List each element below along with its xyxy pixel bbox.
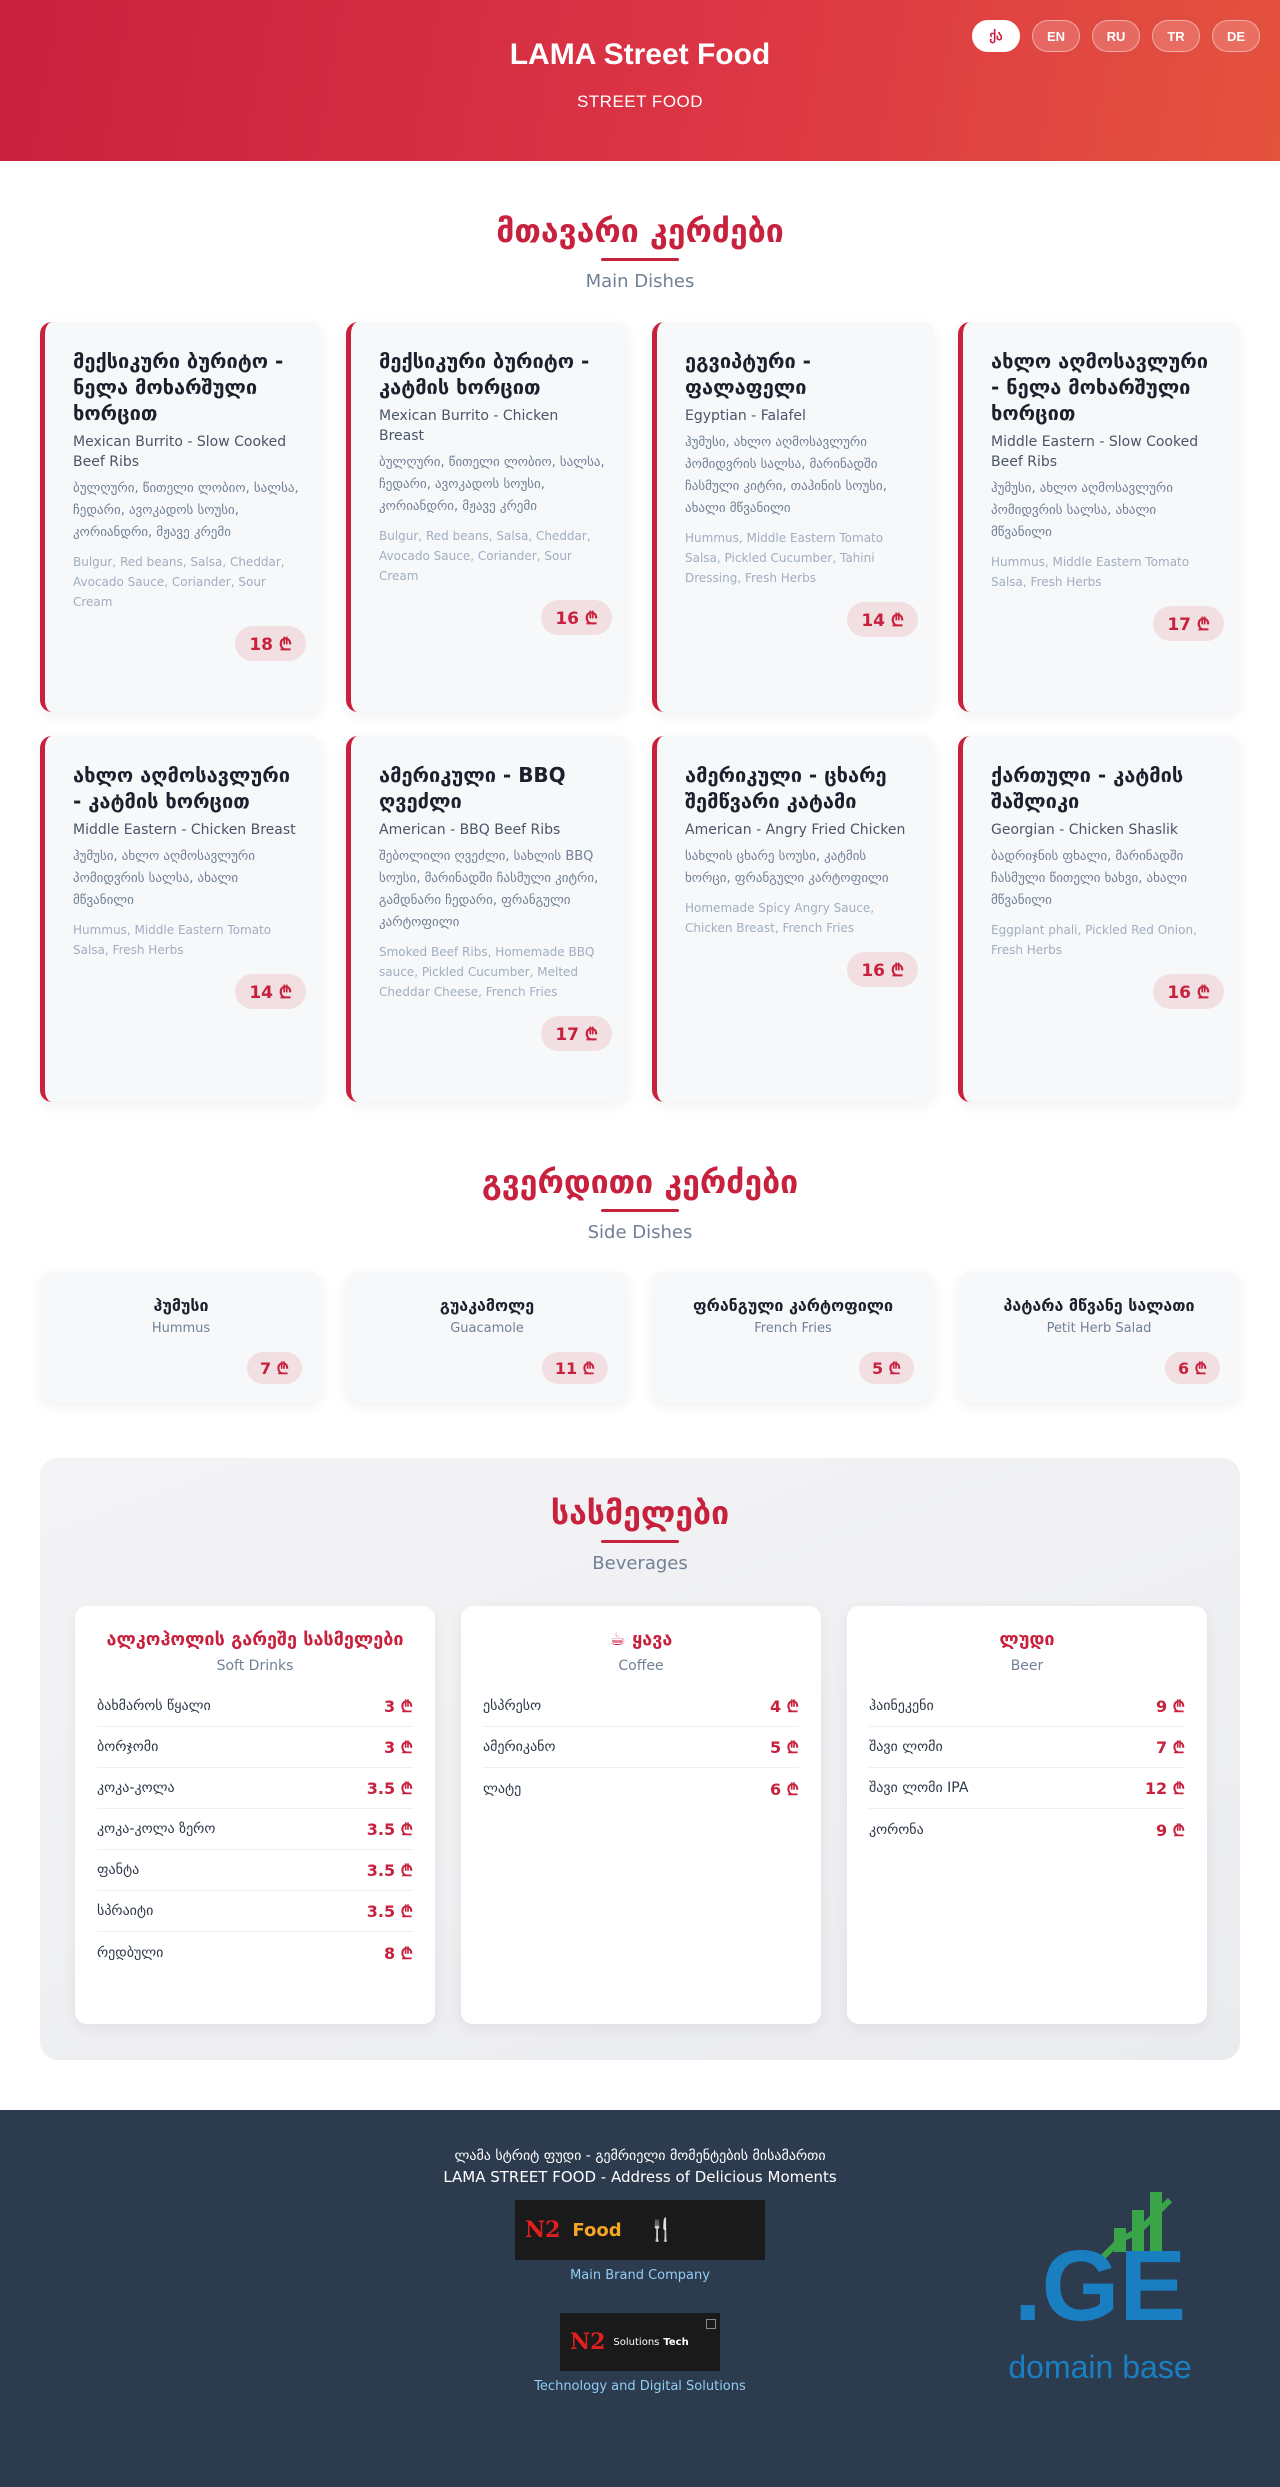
- dish-name-en: Mexican Burrito - Slow Cooked Beef Ribs: [73, 434, 287, 470]
- dish-card[interactable]: [652, 322, 934, 712]
- beverage-card-soft-drinks: [75, 1606, 435, 2024]
- dish-card[interactable]: [346, 736, 628, 1102]
- dish-card[interactable]: [40, 322, 322, 712]
- beverage-card-beer: [847, 1606, 1207, 2024]
- dish-ingredients-en: Hummus, Middle Eastern Tomato Salsa, Fresh Herbs: [991, 555, 1190, 589]
- side-dishes-row: [40, 1272, 1240, 1402]
- side-name-en: French Fries: [754, 1321, 832, 1336]
- dish-price: 16 ₾: [541, 600, 612, 635]
- dish-card[interactable]: [958, 736, 1240, 1102]
- side-name-en: Hummus: [151, 1321, 211, 1336]
- beverage-item[interactable]: [97, 1768, 413, 1809]
- side-dish-card[interactable]: [40, 1272, 322, 1402]
- dish-ingredients-en: Homemade Spicy Angry Sauce, Chicken Breast, French Fries: [685, 901, 875, 935]
- lang-button-de[interactable]: DE: [1212, 20, 1260, 52]
- dish-card[interactable]: [346, 322, 628, 712]
- side-name-ka: პატარა მწვანე სალათი: [1003, 1296, 1195, 1315]
- main-dishes-row-2: [40, 736, 1240, 1102]
- dish-ingredients-en: Hummus, Middle Eastern Tomato Salsa, Pickled Cucumber, Tahini Dressing, Fresh Herbs: [685, 531, 884, 585]
- ge-domain-logo[interactable]: [1000, 2190, 1200, 2390]
- lang-button-ru[interactable]: RU: [1092, 20, 1140, 52]
- beverage-item[interactable]: [869, 1727, 1185, 1768]
- tech-logo[interactable]: [560, 2313, 720, 2371]
- category-title: [869, 1628, 1185, 1652]
- ge-logo-mark: .GE: [1013, 2230, 1187, 2340]
- dish-price: 17 ₾: [1153, 606, 1224, 641]
- category-name-en: Soft Drinks: [216, 1658, 294, 1674]
- dish-ingredients-en: Bulgur, Red beans, Salsa, Cheddar, Avocado Sauce, Coriander, Sour Cream: [379, 529, 591, 583]
- title-underline: [601, 1209, 679, 1212]
- dish-name-ka: ახლო აღმოსავლური - კატმის ხორცით: [73, 763, 290, 813]
- dish-ingredients-en: Eggplant phali, Pickled Red Onion, Fresh Herbs: [991, 923, 1197, 957]
- beverage-name: კოკა-კოლა: [97, 1780, 175, 1796]
- dish-ingredients-ka: სახლის ცხარე სოუსი, კატმის ხორცი, ფრანგული კარტოფილი: [685, 849, 889, 886]
- dish-price: 14 ₾: [235, 974, 306, 1009]
- dish-name-ka: ამერიკული - BBQ ღვეძლი: [379, 763, 566, 813]
- beverage-item[interactable]: [869, 1768, 1185, 1809]
- category-name-ka: ყავა: [632, 1629, 673, 1650]
- beverage-name: კოკა-კოლა ზერო: [97, 1821, 216, 1837]
- dish-card[interactable]: [652, 736, 934, 1102]
- beverage-price: 9 ₾: [1155, 1820, 1185, 1840]
- category-name-en: Coffee: [618, 1658, 664, 1674]
- beverage-name: ჰაინეკენი: [869, 1698, 934, 1714]
- language-switcher: [972, 20, 1260, 52]
- beverages-section: [40, 1458, 1240, 2060]
- beverage-item[interactable]: [869, 1809, 1185, 1850]
- beverage-item[interactable]: [97, 1891, 413, 1932]
- footer-tagline-en: LAMA STREET FOOD - Address of Delicious Moments: [443, 2168, 837, 2186]
- square-icon: [706, 2319, 716, 2329]
- tech-logo-text-2: Tech: [663, 2336, 689, 2348]
- beverage-card-coffee: [461, 1606, 821, 2024]
- lang-button-en[interactable]: EN: [1032, 20, 1080, 52]
- category-title: [483, 1628, 799, 1652]
- beverages-heading: [40, 1494, 1240, 1574]
- dish-name-ka: მექსიკური ბურიტო - ნელა მოხარშული ხორცით: [73, 349, 284, 425]
- dish-ingredients-ka: ბულღური, წითელი ლობიო, სალსა, ჩედარი, ავოკადოს სოუსი, კორიანდრი, მჟავე კრემი: [73, 481, 299, 540]
- beverage-item[interactable]: [97, 1686, 413, 1727]
- ge-logo-graphic: [1000, 2190, 1200, 2340]
- category-name-ka: ალკოჰოლის გარეშე სასმელები: [106, 1629, 404, 1650]
- beverage-item[interactable]: [483, 1727, 799, 1768]
- dish-ingredients-ka: ჰუმუსი, ახლო აღმოსავლური პომიდვრის სალსა, ახალი მწვანილი: [73, 849, 255, 908]
- side-price: 5 ₾: [859, 1352, 914, 1384]
- beverage-price: 5 ₾: [769, 1738, 799, 1757]
- tagline-text: ლამა სტრიტ ფუდი - გემრიელი მომენტების მისამართი: [454, 2148, 826, 2164]
- beverage-price: 3.5 ₾: [366, 1861, 413, 1880]
- dish-name-en: Egyptian - Falafel: [685, 408, 806, 424]
- dish-name-ka: ქართული - კატმის შაშლიკი: [991, 763, 1184, 813]
- beverage-name: ფანტა: [97, 1862, 140, 1878]
- beverage-name: ბორჯომი: [97, 1739, 159, 1755]
- side-dishes-heading: [0, 1163, 1280, 1243]
- section-title: გვერდითი კერძები: [481, 1163, 799, 1201]
- tech-caption-link[interactable]: Technology and Digital Solutions: [534, 2379, 746, 2394]
- main-dishes-row-1: [40, 322, 1240, 712]
- dish-name-en: Middle Eastern - Slow Cooked Beef Ribs: [991, 434, 1199, 470]
- dish-ingredients-ka: ბულღური, წითელი ლობიო, სალსა, ჩედარი, ავოკადოს სოუსი, კორიანდრი, მჟავე კრემი: [379, 455, 605, 514]
- side-name-en: Petit Herb Salad: [1046, 1321, 1152, 1336]
- beverage-price: 3.5 ₾: [366, 1779, 413, 1798]
- beverage-name: შავი ლომი IPA: [869, 1780, 969, 1796]
- beverage-price: 3.5 ₾: [366, 1820, 413, 1839]
- dish-card[interactable]: [958, 322, 1240, 712]
- beverage-name: ესპრესო: [483, 1698, 542, 1714]
- title-underline: [601, 258, 679, 261]
- side-price: 11 ₾: [542, 1352, 608, 1384]
- dish-name-en: American - Angry Fried Chicken: [685, 822, 906, 838]
- brand-logo-text: Food: [572, 2219, 622, 2241]
- beverage-item[interactable]: [97, 1850, 413, 1891]
- beverage-price: 4 ₾: [769, 1697, 799, 1716]
- lang-button-tr[interactable]: TR: [1152, 20, 1200, 52]
- dish-name-en: Georgian - Chicken Shaslik: [991, 822, 1179, 838]
- header: [0, 0, 1280, 161]
- dish-ingredients-en: Hummus, Middle Eastern Tomato Salsa, Fresh Herbs: [73, 923, 272, 957]
- dish-price: 17 ₾: [541, 1016, 612, 1051]
- beverage-name: კორონა: [869, 1821, 924, 1838]
- dish-ingredients-ka: ბადრიჯნის ფხალი, მარინადში ჩასმული წითელი ხახვი, ახალი მწვანილი: [991, 849, 1188, 908]
- section-subtitle: Main Dishes: [585, 271, 695, 292]
- footer-tagline-ka: [0, 2148, 1280, 2164]
- main-dishes-heading: [0, 212, 1280, 292]
- dish-ingredients-en: Smoked Beef Ribs, Homemade BBQ sauce, Pickled Cucumber, Melted Cheddar Cheese, French Fries: [379, 945, 595, 999]
- brand-caption-link[interactable]: Main Brand Company: [570, 2268, 710, 2283]
- beverage-price: 9 ₾: [1155, 1697, 1185, 1716]
- beverage-item[interactable]: [483, 1686, 799, 1727]
- brand-logo-mark: N2: [525, 2217, 561, 2243]
- side-price: 7 ₾: [247, 1352, 302, 1384]
- site-title: LAMA Street Food: [509, 38, 771, 71]
- dish-card[interactable]: [40, 736, 322, 1102]
- side-dish-card[interactable]: [958, 1272, 1240, 1402]
- side-price: 6 ₾: [1165, 1352, 1220, 1384]
- beverage-price: 7 ₾: [1155, 1738, 1185, 1757]
- beverage-item[interactable]: [97, 1932, 413, 1973]
- beverage-categories: [75, 1606, 1207, 2024]
- dish-name-en: Mexican Burrito - Chicken Breast: [379, 408, 559, 444]
- dish-price: 18 ₾: [235, 626, 306, 661]
- beverage-price: 3 ₾: [383, 1738, 413, 1757]
- side-name-ka: გუაკამოლე: [439, 1296, 535, 1315]
- beverage-item[interactable]: [869, 1686, 1185, 1727]
- beverage-price: 3.5 ₾: [366, 1902, 413, 1921]
- side-name-en: Guacamole: [450, 1321, 524, 1336]
- lang-button-ka[interactable]: ქა: [972, 20, 1020, 52]
- beverage-item[interactable]: [483, 1768, 799, 1809]
- beverage-name: ამერიკანო: [483, 1739, 556, 1755]
- dish-name-ka: მექსიკური ბურიტო - კატმის ხორცით: [379, 349, 590, 399]
- beverage-name: სპრაიტი: [97, 1903, 154, 1919]
- beverage-name: რედბული: [97, 1944, 164, 1961]
- dish-price: 16 ₾: [847, 952, 918, 987]
- category-name-ka: ლუდი: [999, 1629, 1055, 1650]
- section-title: სასმელები: [550, 1494, 730, 1532]
- beverage-price: 8 ₾: [383, 1943, 413, 1963]
- tech-logo-mark: N2: [570, 2329, 606, 2355]
- dish-name-en: Middle Eastern - Chicken Breast: [73, 822, 296, 838]
- tech-logo-text: Solutions: [613, 2336, 660, 2348]
- utensils-icon: 🍴: [647, 2217, 676, 2243]
- footer: [0, 2110, 1280, 2487]
- side-name-ka: ჰუმუსი: [153, 1296, 209, 1315]
- beverage-name: შავი ლომი: [869, 1739, 943, 1755]
- ge-logo-text: domain base: [1008, 2349, 1192, 2385]
- beverage-item[interactable]: [97, 1727, 413, 1768]
- dish-name-ka: ახლო აღმოსავლური - ნელა მოხარშული ხორცით: [991, 349, 1208, 425]
- coffee-icon: ☕: [609, 1629, 626, 1650]
- dish-name-en: American - BBQ Beef Ribs: [379, 822, 561, 838]
- beverage-item[interactable]: [97, 1809, 413, 1850]
- dish-name-ka: ამერიკული - ცხარე შემწვარი კატამი: [685, 763, 887, 813]
- side-name-ka: ფრანგული კარტოფილი: [693, 1296, 893, 1315]
- title-underline: [601, 1540, 679, 1543]
- dish-ingredients-ka: ჰუმუსი, ახლო აღმოსავლური პომიდვრის სალსა, მარინადში ჩასმული კიტრი, თაჰინის სოუსი, ახალი მწვანილი: [685, 435, 887, 516]
- section-subtitle: Side Dishes: [587, 1222, 693, 1243]
- brand-logo[interactable]: [515, 2200, 765, 2260]
- beverage-name: ბახმაროს წყალი: [97, 1698, 211, 1714]
- beverage-price: 6 ₾: [769, 1779, 799, 1799]
- section-title: მთავარი კერძები: [496, 212, 784, 250]
- dish-ingredients-ka: ჰუმუსი, ახლო აღმოსავლური პომიდვრის სალსა, ახალი მწვანილი: [991, 481, 1173, 540]
- beverage-price: 3 ₾: [383, 1697, 413, 1716]
- dish-price: 16 ₾: [1153, 974, 1224, 1009]
- dish-ingredients-ka: შებოლილი ღვეძლი, სახლის BBQ სოუსი, მარინადში ჩასმული კიტრი, გამდნარი ჩედარი, ფრანგული კარტოფილი: [379, 849, 599, 930]
- site-subtitle: STREET FOOD: [576, 92, 704, 111]
- category-title: [97, 1628, 413, 1652]
- category-name-en: Beer: [1010, 1658, 1044, 1674]
- dish-name-ka: ეგვიპტური - ფალაფელი: [685, 349, 811, 399]
- beverage-price: 12 ₾: [1144, 1779, 1185, 1798]
- beverage-name: ლატე: [483, 1780, 522, 1797]
- side-dish-card[interactable]: [346, 1272, 628, 1402]
- section-subtitle: Beverages: [592, 1553, 688, 1574]
- dish-ingredients-en: Bulgur, Red beans, Salsa, Cheddar, Avocado Sauce, Coriander, Sour Cream: [73, 555, 285, 609]
- side-dish-card[interactable]: [652, 1272, 934, 1402]
- dish-price: 14 ₾: [847, 602, 918, 637]
